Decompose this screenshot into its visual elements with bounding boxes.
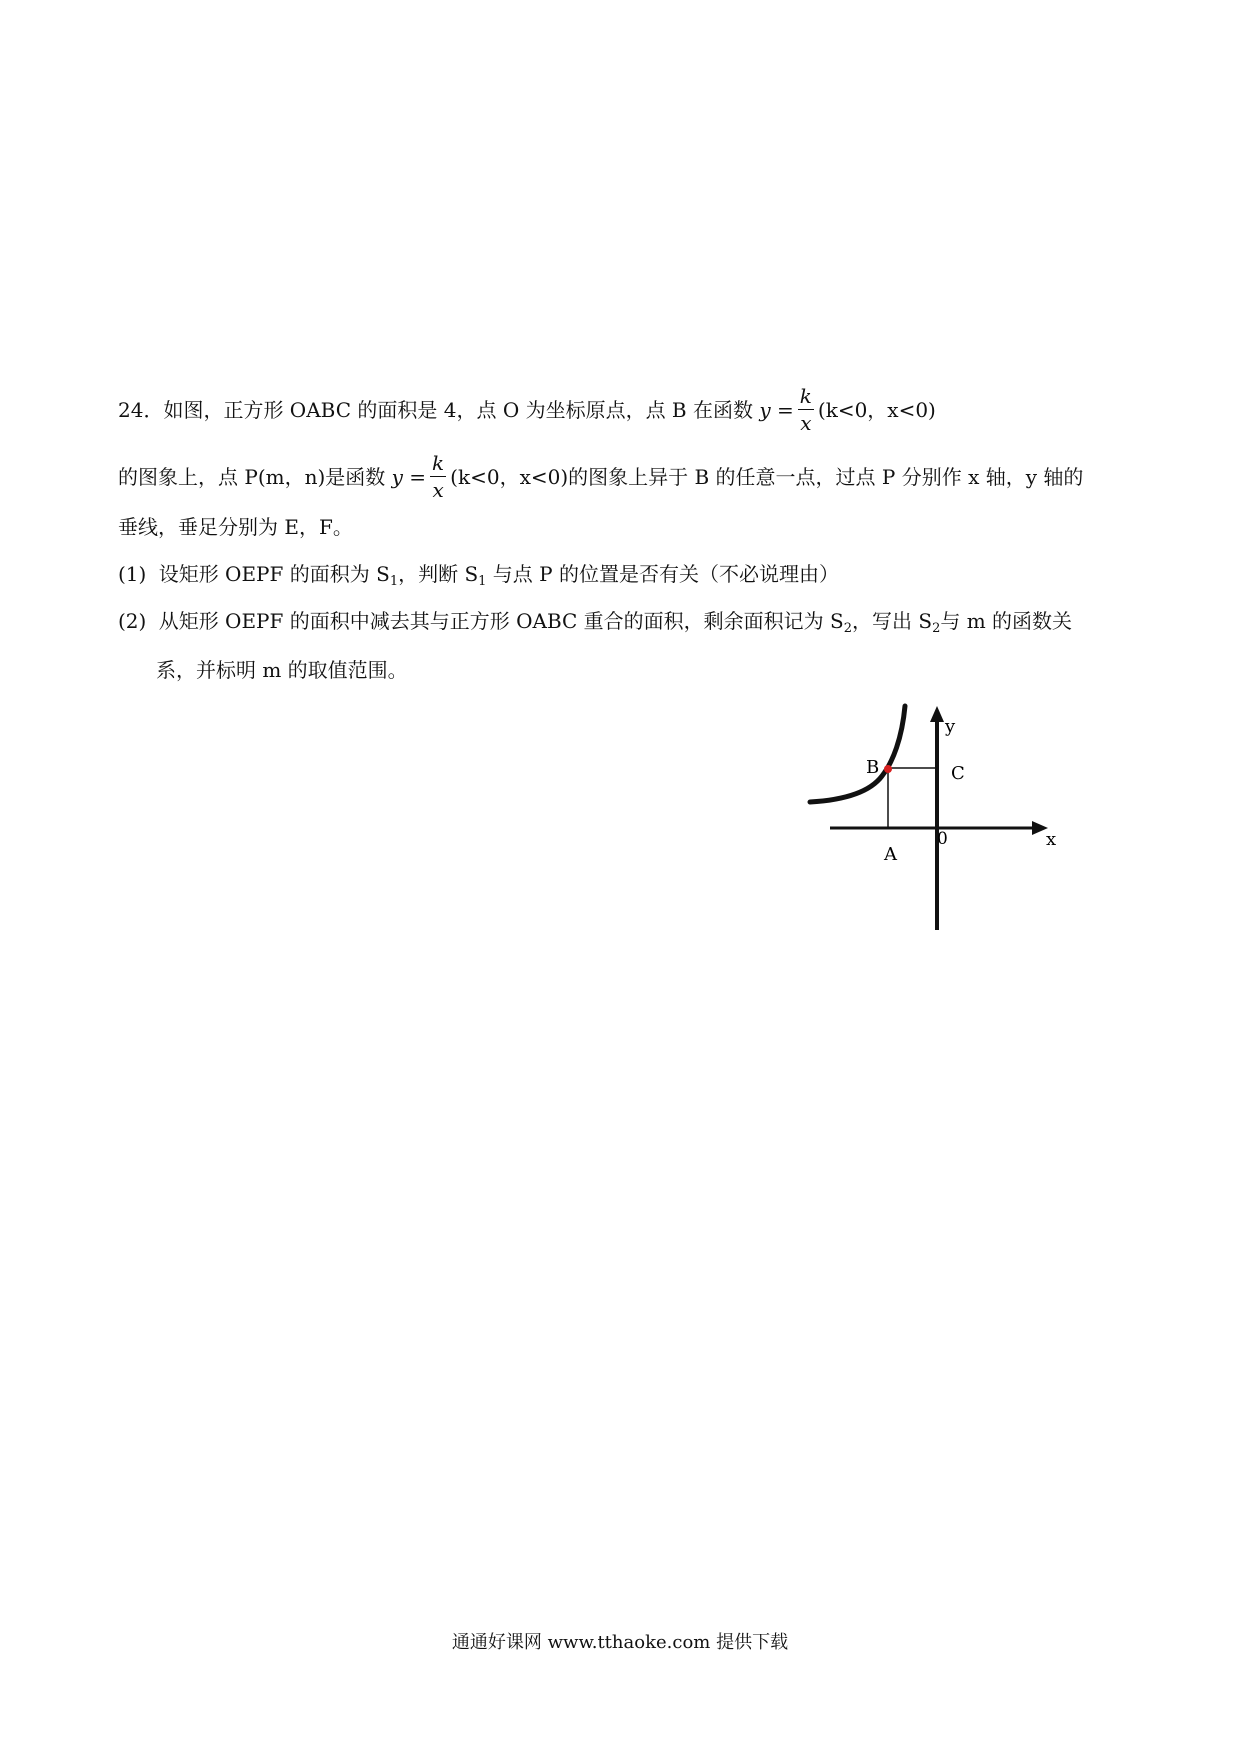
part-2 [118, 606, 1128, 644]
part-2-text-b: ，写出 S [852, 609, 933, 633]
problem-number: 24． [118, 398, 164, 422]
fraction-k-over-x [798, 383, 814, 436]
label-origin: 0 [937, 829, 948, 849]
part-2-continuation: 系，并标明 m 的取值范围。 [156, 658, 408, 682]
fraction-numerator-2: k [432, 451, 445, 475]
part-1-text-a: 设矩形 OEPF 的面积为 S [158, 562, 390, 586]
fraction-denominator: x [798, 409, 814, 436]
fraction-denominator-2: x [430, 476, 446, 503]
problem-line-3: 垂线，垂足分别为 E，F。 [118, 515, 353, 539]
part-1 [118, 559, 1128, 597]
part-1-sub-2: 1 [478, 574, 487, 589]
label-b: B [866, 757, 880, 778]
y-axis-arrow [930, 706, 944, 722]
function-lhs-2: y = [391, 465, 427, 489]
problem-text-2b: (k<0，x<0)的图象上异于 B 的任意一点，过点 P 分别作 x 轴，y 轴的 [450, 465, 1084, 489]
hyperbola-figure [800, 700, 1080, 940]
part-2-text-c: 与 m 的函数关 [940, 609, 1073, 633]
part-2-sub-2: 2 [932, 621, 941, 636]
part-1-text-b: ，判断 S [398, 562, 479, 586]
hyperbola-curve [810, 706, 905, 802]
part-1-label: (1) [118, 562, 147, 586]
fraction-k-over-x-2 [430, 450, 446, 503]
fraction-numerator: k [799, 384, 812, 408]
problem-text-2a: 的图象上，点 P(m，n)是函数 [118, 465, 386, 489]
problem-text-1b: (k<0，x<0) [817, 398, 936, 422]
part-1-sub-1: 1 [389, 574, 399, 589]
point-b [884, 765, 892, 773]
part-1-text-c: 与点 P 的位置是否有关（不必说理由） [492, 562, 839, 586]
problem-line-1 [118, 385, 1128, 438]
label-a: A [884, 844, 897, 865]
page-footer: 通通好课网 www.tthaoke.com 提供下载 [451, 1632, 789, 1653]
part-2-sub-1: 2 [843, 621, 853, 636]
function-lhs: y = [759, 398, 794, 422]
label-x: x [1046, 829, 1057, 850]
label-c: C [951, 763, 965, 784]
part-2-label: (2) [118, 609, 147, 633]
part-2-text-a: 从矩形 OEPF 的面积中减去其与正方形 OABC 重合的面积，剩余面积记为 S [158, 609, 844, 633]
problem-line-2 [118, 452, 1128, 505]
problem-text-1a: 如图，正方形 OABC 的面积是 4，点 O 为坐标原点，点 B 在函数 [163, 398, 753, 422]
label-y: y [945, 716, 956, 737]
